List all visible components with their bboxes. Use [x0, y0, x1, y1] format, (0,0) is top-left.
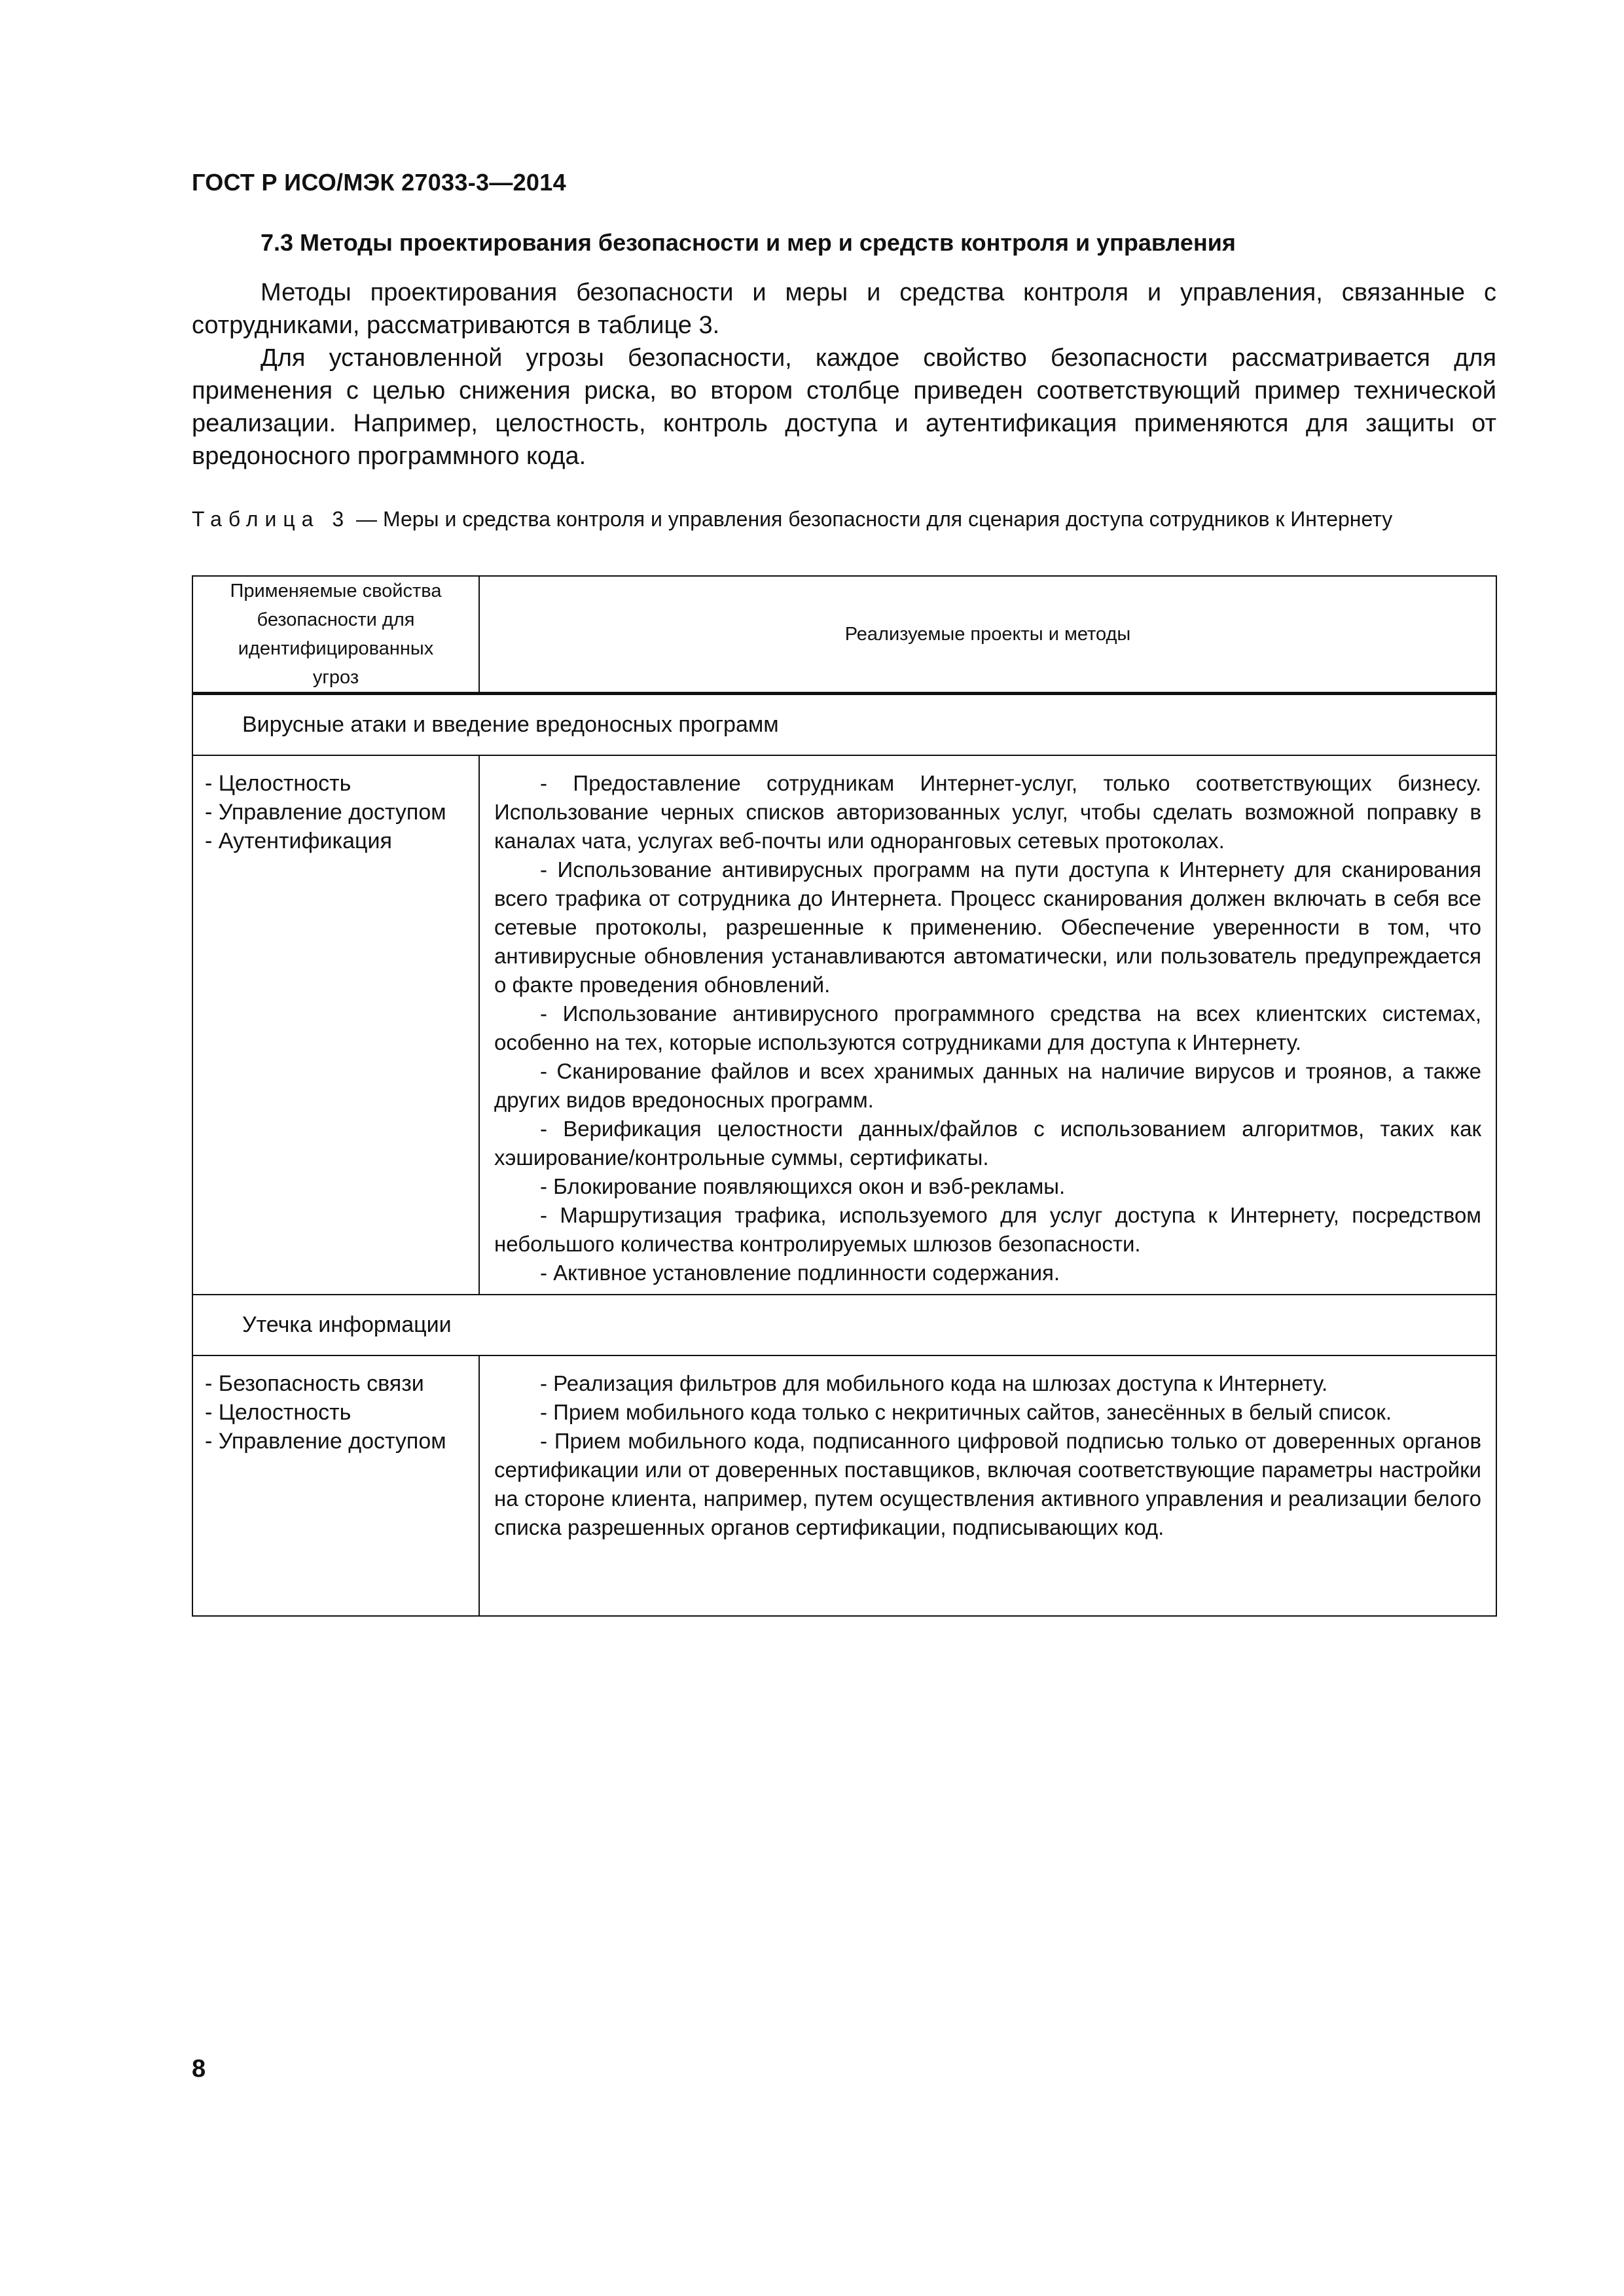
- header-properties: Применяемые свойства безопасности для идентифицированных угроз: [192, 576, 479, 694]
- property-item: - Безопасность связи: [205, 1371, 424, 1396]
- properties-cell: [192, 755, 479, 1295]
- table-header-row: [192, 576, 1496, 694]
- method-item: - Использование антивирусного программного средства на всех клиентских системах, особенно на тех, которые используются сотрудниками для доступа к Интернету.: [494, 1001, 1481, 1054]
- section-heading: 7.3 Методы проектирования безопасности и мер и средств контроля и управления: [261, 229, 1236, 256]
- group-title-virus: Вирусные атаки и введение вредоносных программ: [192, 694, 1496, 756]
- intro-paragraph-1: Методы проектирования безопасности и меры и средства контроля и управления, связанные с сотрудниками, рассматриваются в таблице 3.: [192, 279, 1496, 339]
- method-item: - Использование антивирусных программ на пути доступа к Интернету для сканирования всего трафика от сотрудника до Интернета. Процесс сканирования должен включать в себя все сетевые протоколы, разрешенные к применению. Обеспечение уверенности в том, что антивирусные обновления устанавливаются автоматически, или пользователь предупреждается о факте проведения обновлений.: [494, 857, 1481, 997]
- method-item: - Сканирование файлов и всех хранимых данных на наличие вирусов и троянов, а также других видов вредоносных программ.: [494, 1059, 1481, 1112]
- table-caption-label: Таблица 3: [192, 507, 351, 531]
- page-number: 8: [192, 2055, 206, 2083]
- properties-cell: [192, 1355, 479, 1616]
- group-row-leak: [192, 1295, 1496, 1355]
- property-item: - Целостность: [205, 1400, 352, 1425]
- method-item: - Верификация целостности данных/файлов с использованием алгоритмов, таких как хэширование/контрольные суммы, сертификаты.: [494, 1117, 1481, 1170]
- intro-paragraph-2: Для установленной угрозы безопасности, каждое свойство безопасности рассматривается для применения с целью снижения риска, во втором столбце приведен соответствующий пример технической реализации. Например, целостность, контроль доступа и аутентификация применяются для защиты от вредоносного программного кода.: [192, 344, 1496, 470]
- method-item: - Блокирование появляющихся окон и вэб-рекламы.: [540, 1174, 1066, 1198]
- table-caption-text: — Меры и средства контроля и управления безопасности для сценария доступа сотрудников к Интернету: [350, 507, 1393, 531]
- header-methods: Реализуемые проекты и методы: [479, 576, 1496, 694]
- group-title-leak: Утечка информации: [192, 1295, 1496, 1355]
- property-item: - Аутентификация: [205, 829, 392, 853]
- method-item: - Прием мобильного кода, подписанного цифровой подписью только от доверенных органов сертификации или от доверенных поставщиков, включая соответствующие параметры настройки на стороне клиента, например, путем осуществления активного управления и реализации белого списка разрешенных органов сертификации, подписывающих код.: [494, 1429, 1481, 1539]
- table-row: [192, 755, 1496, 1295]
- method-item: - Реализация фильтров для мобильного кода на шлюзах доступа к Интернету.: [540, 1371, 1328, 1395]
- measures-table: [192, 575, 1497, 1617]
- standard-title: ГОСТ Р ИСО/МЭК 27033-3—2014: [192, 169, 566, 196]
- method-item: - Маршрутизация трафика, используемого для услуг доступа к Интернету, посредством небольшого количества контролируемых шлюзов безопасности.: [494, 1203, 1481, 1256]
- table-caption: [192, 506, 1496, 532]
- property-item: - Управление доступом: [205, 1429, 446, 1454]
- table-row: [192, 1355, 1496, 1616]
- method-item: - Предоставление сотрудникам Интернет-услуг, только соответствующих бизнесу. Использование черных списков авторизованных услуг, чтобы сделать возможной поправку в каналах чата, услугах веб-почты или одноранговых сетевых протоколах.: [494, 771, 1481, 853]
- methods-cell: [479, 755, 1496, 1295]
- group-row-virus: [192, 694, 1496, 756]
- methods-cell: [479, 1355, 1496, 1616]
- method-item: - Прием мобильного кода только с некритичных сайтов, занесённых в белый список.: [540, 1400, 1392, 1424]
- property-item: - Управление доступом: [205, 800, 446, 825]
- method-item: - Активное установление подлинности содержания.: [540, 1261, 1060, 1285]
- property-item: - Целостность: [205, 771, 352, 796]
